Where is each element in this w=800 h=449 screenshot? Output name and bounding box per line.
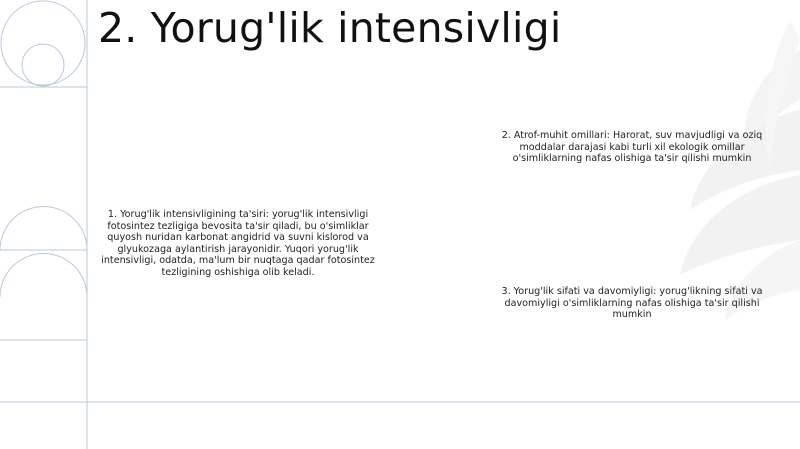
slide-title: 2. Yorug'lik intensivligi	[98, 4, 562, 52]
text-block-light-quality: 3. Yorug'lik sifati va davomiyligi: yorug'likning sifati va davomiyligi o'simliklarning nafas olishiga ta'sir qilishi mumkin	[501, 286, 763, 321]
text-block-environment-factors: 2. Atrof-muhit omillari: Harorat, suv mavjudligi va oziq moddalar darajasi kabi turli xil ekologik omillar o'simliklarning nafas olishiga ta'sir qilishi mumkin	[501, 130, 763, 165]
text-block-light-intensity: 1. Yorug'lik intensivligining ta'siri: yorug'lik intensivligi fotosintez tezligiga bevosita ta'sir qiladi, bu o'simliklar quyosh nuridan karbonat angidrid va suvni kislorod va glyukozaga aylantirish jarayonidir. Yuqori yorug'lik intensivligi, odatda, ma'lum bir nuqtaga qadar fotosintez tezligining oshishiga olib keladi.	[101, 209, 375, 278]
leaf-watermark-icon	[680, 20, 800, 320]
